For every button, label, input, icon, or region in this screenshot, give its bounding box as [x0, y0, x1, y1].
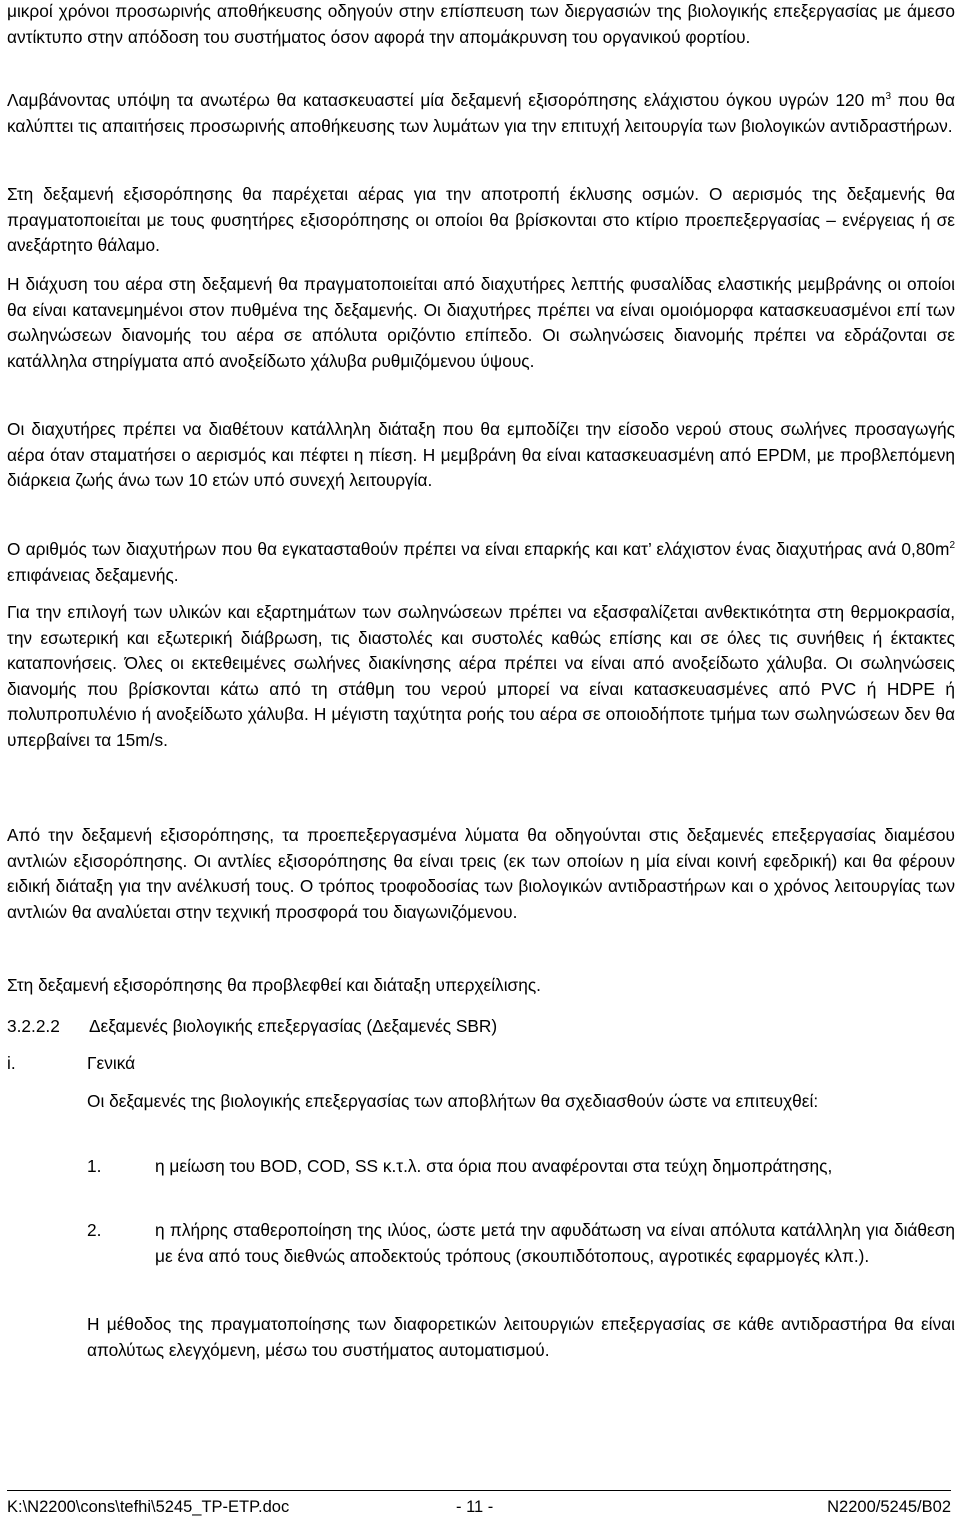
paragraph: Στη δεξαμενή εξισορόπησης θα προβλεφθεί και διάταξη υπερχείλισης.: [7, 975, 541, 995]
subsection-number: i.: [7, 1053, 16, 1073]
list-text: η μείωση του BOD, COD, SS κ.τ.λ. στα όρια που αναφέρονται στα τεύχη δημοπράτησης,: [155, 1156, 833, 1176]
subsection-heading: [7, 1051, 135, 1077]
list-number: 2.: [87, 1220, 102, 1240]
section-title: Δεξαμενές βιολογικής επεξεργασίας (Δεξαμενές SBR): [89, 1016, 498, 1036]
footer-document-code: N2200/5245/B02: [827, 1498, 951, 1516]
paragraph: Στη δεξαμενή εξισορόπησης θα παρέχεται αέρας για την αποτροπή έκλυσης οσμών. Ο αερισμός της δεξαμενής θα πραγματοποιείται με τους φυσητήρες εξισορόπησης οι οποίοι θα βρίσκονται στο κτίριο προεπεξεργασίας – ενέργειας ή σε ανεξάρτητο θάλαμο.: [7, 184, 955, 256]
intro-paragraph: Οι δεξαμενές της βιολογικής επεξεργασίας των αποβλήτων θα σχεδιασθούν ώστε να επιτευχθεί:: [87, 1091, 819, 1111]
footer-rule: [7, 1490, 951, 1491]
list-item: [87, 1218, 955, 1269]
paragraph: Για την επιλογή των υλικών και εξαρτημάτων των σωληνώσεων πρέπει να εξασφαλίζεται ανθεκτικότητα στη θερμοκρασία, την εσωτερική και εξωτερική διάβρωση, τις διαστολές και συστολές καθώς επίσης και σε όλες τις συνήθεις ή έκτακτες καταπονήσεις. Όλες οι εκτεθειμένες σωλήνες διακίνησης αέρα πρέπει να είναι από ανοξείδωτο χάλυβα. Οι σωληνώσεις διανομής που βρίσκονται κάτω από τη στάθμη του νερού μπορεί να είναι κατασκευασμένες από PVC ή HDPE ή πολυπροπυλένιο ή ανοξείδωτο χάλυβα. Η μέγιστη ταχύτητα ροής του αέρα σε οποιοδήποτε τμήμα των σωληνώσεων δεν θα υπερβαίνει τα 15m/s.: [7, 602, 955, 750]
list-number: 1.: [87, 1156, 102, 1176]
subsection-title: Γενικά: [87, 1053, 136, 1073]
paragraph: Λαμβάνοντας υπόψη τα ανωτέρω θα κατασκευαστεί μία δεξαμενή εξισορόπησης ελάχιστου όγκου υγρών 120 $m^3$ που θα καλύπτει τις απαιτήσεις προσωρινής αποθήκευσης των λυμάτων για την επιτυχή λειτουργία των βιολογικών αντιδραστήρων.: [7, 90, 955, 136]
list-text: η πλήρης σταθεροποίηση της ιλύος, ώστε μετά την αφυδάτωση να είναι απόλυτα κατάλληλη για διάθεση με ένα από τους διεθνώς αποδεκτούς τρόπους (σκουπιδότοπους, αγροτικές εφαρμογές κλπ.).: [155, 1220, 955, 1266]
section-heading: [7, 1014, 497, 1040]
paragraph: μικροί χρόνοι προσωρινής αποθήκευσης οδηγούν στην επίσπευση των διεργασιών της βιολογικής επεξεργασίας με άμεσο αντίκτυπο στην απόδοση του συστήματος όσον αφορά την απομάκρυνση του οργανικού φορτίου.: [7, 1, 955, 47]
paragraph: Από την δεξαμενή εξισορόπησης, τα προεπεξεργασμένα λύματα θα οδηγούνται στις δεξαμενές επεξεργασίας διαμέσου αντλιών εξισορόπησης. Οι αντλίες εξισορόπησης θα είναι τρεις (εκ των οποίων η μία είναι κοινή εφεδρική) και θα φέρουν ειδική διάταξη για την ανέλκυσή τους. Ο τρόπος τροφοδοσίας των βιολογικών αντιδραστήρων και ο χρόνος λειτουργίας των αντλιών θα αναλύεται στην τεχνική προσφορά του διαγωνιζόμενου.: [7, 825, 955, 922]
section-number: 3.2.2.2: [7, 1016, 60, 1036]
footer-page-number: - 11 -: [456, 1498, 494, 1516]
list-item: [87, 1154, 955, 1180]
paragraph: Ο αριθμός των διαχυτήρων που θα εγκατασταθούν πρέπει να είναι επαρκής και κατ’ ελάχιστον ένας διαχυτήρας ανά $0,80m^2$ επιφάνειας δεξαμενής.: [7, 539, 955, 585]
closing-paragraph: Η μέθοδος της πραγματοποίησης των διαφορετικών λειτουργιών επεξεργασίας σε κάθε αντιδραστήρα θα είναι απολύτως ελεγχόμενη, μέσω του συστήματος αυτοματισμού.: [87, 1314, 955, 1360]
paragraph: Η διάχυση του αέρα στη δεξαμενή θα πραγματοποιείται από διαχυτήρες λεπτής φυσαλίδας ελαστικής μεμβράνης οι οποίοι θα είναι κατανεμημένοι στον πυθμένα της δεξαμενής. Οι διαχυτήρες πρέπει να είναι ομοιόμορφα κατασκευασμένοι επί των σωληνώσεων διανομής του αέρα σε απόλυτα οριζόντιο επίπεδο. Οι σωληνώσεις διανομής πρέπει να εδράζονται σε κατάλληλα στηρίγματα από ανοξείδωτο χάλυβα ρυθμιζόμενου ύψους.: [7, 274, 955, 371]
footer-file-path: K:\N2200\cons\tefhi\5245_TP-ETP.doc: [7, 1498, 290, 1516]
paragraph: Οι διαχυτήρες πρέπει να διαθέτουν κατάλληλη διάταξη που θα εμποδίζει την είσοδο νερού στους σωλήνες προσαγωγής αέρα όταν σταματήσει ο αερισμός και πέφτει η πίεση. Η μεμβράνη θα είναι κατασκευασμένη από EPDM, με προβλεπόμενη διάρκεια ζωής άνω των 10 ετών υπό συνεχή λειτουργία.: [7, 419, 955, 491]
